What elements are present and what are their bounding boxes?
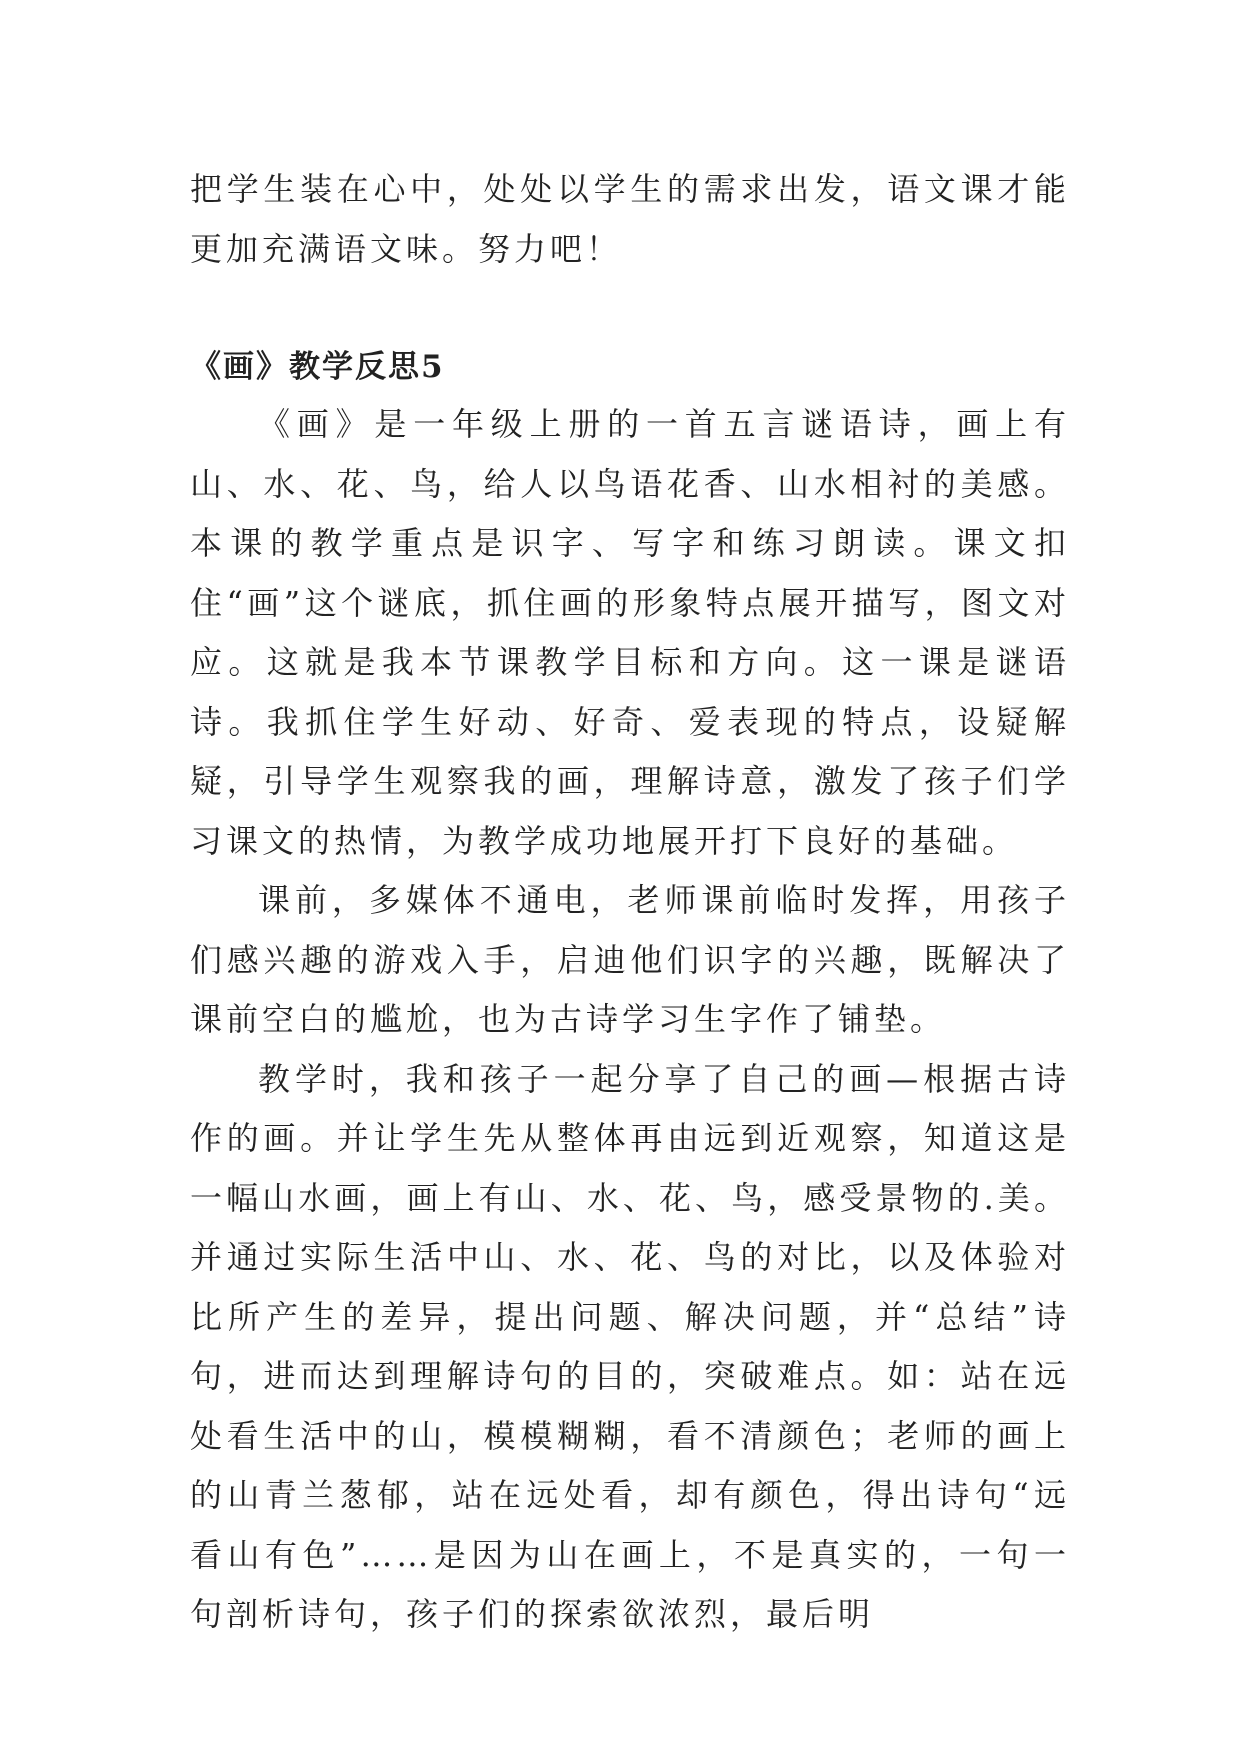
paragraph-1: 《画》是一年级上册的一首五言谜语诗，画上有山、水、花、鸟，给人以鸟语花香、山水相衬的美感。本课的教学重点是识字、写字和练习朗读。课文扣住“画”这个谜底，抓住画的形象特点展开描写，图文对应。这就是我本节课教学目标和方向。这一课是谜语诗。我抓住学生好动、好奇、爱表现的特点，设疑解疑，引导学生观察我的画，理解诗意，激发了孩子们学习课文的热情，为教学成功地展开打下良好的基础。 xyxy=(190,405,1070,860)
section-title: 《画》教学反思5 xyxy=(190,349,445,385)
paragraph-3: 教学时，我和孩子一起分享了自己的画—根据古诗作的画。并让学生先从整体再由远到近观察，知道这是一幅山水画，画上有山、水、花、鸟，感受景物的.美。并通过实际生活中山、水、花、鸟的对比，以及体验对比所产生的差异，提出问题、解决问题，并“总结”诗句，进而达到理解诗句的目的，突破难点。如：站在远处看生活中的山，模模糊糊，看不清颜色；老师的画上的山青兰葱郁，站在远处看，却有颜色，得出诗句“远看山有色”……是因为山在画上，不是真实的，一句一句剖析诗句，孩子们的探索欲浓烈，最后明 xyxy=(190,1059,1070,1633)
document-body xyxy=(190,160,1070,1645)
intro-paragraph: 把学生装在心中，处处以学生的需求出发，语文课才能更加充满语文味。努力吧！ xyxy=(190,170,1070,268)
paragraph-2: 课前，多媒体不通电，老师课前临时发挥，用孩子们感兴趣的游戏入手，启迪他们识字的兴趣，既解决了课前空白的尴尬，也为古诗学习生字作了铺垫。 xyxy=(190,881,1070,1038)
